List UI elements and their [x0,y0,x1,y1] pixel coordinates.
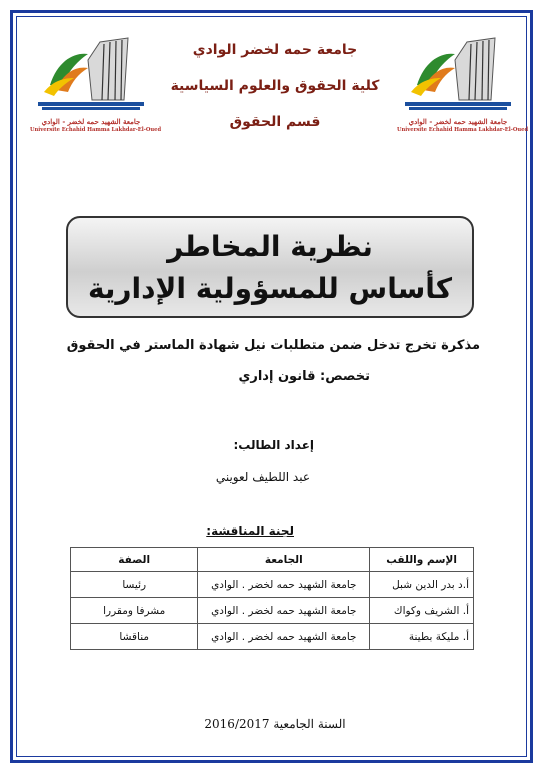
thesis-title-line1: نظرية المخاطر [167,230,373,263]
thesis-title-box [66,216,474,318]
prepared-by-label: إعداد الطالب: [233,438,314,452]
university-name: جامعة حمه لخضر الوادي [192,42,358,58]
faculty-name: كلية الحقوق والعلوم السياسية [170,78,380,94]
member-name: أ. الشريف وكواك [370,598,474,624]
table-row [71,572,474,598]
academic-year: السنة الجامعية 2016/2017 [204,717,346,731]
member-university: جامعة الشهيد حمه لخضر . الوادي [198,624,370,650]
logo-emblem-icon [30,30,152,118]
member-role: مناقشا [71,624,198,650]
logo-caption-english: Universite Echahid Hamma Lakhdar-El-Oued [30,127,162,133]
logo-caption-arabic: جامعة الشهيد حمه لخضر - الوادي [408,117,508,126]
member-role: رئيسا [71,572,198,598]
thesis-subtitle: مذكرة تخرج تدخل ضمن متطلبات نيل شهادة الماستر في الحقوق [66,338,480,353]
table-row [71,624,474,650]
column-header-role: الصفة [71,548,198,572]
member-name: أ. مليكة بطينة [370,624,474,650]
column-header-university: الجامعة [198,548,370,572]
university-logo-right [397,30,529,140]
university-logo-left [30,30,162,140]
member-university: جامعة الشهيد حمه لخضر . الوادي [198,598,370,624]
member-name: أ.د بدر الدين شبل [370,572,474,598]
logo-caption-english: Universite Echahid Hamma Lakhdar-El-Oued [397,127,529,133]
specialty: تخصص: قانون إداري [238,369,370,384]
committee-label: لجنة المناقشة: [206,524,294,538]
department-name: قسم الحقوق [229,114,321,130]
logo-caption-arabic: جامعة الشهيد حمه لخضر - الوادي [41,117,141,126]
table-header-row [71,548,474,572]
member-university: جامعة الشهيد حمه لخضر . الوادي [198,572,370,598]
column-header-name: الإسم واللقب [370,548,474,572]
table-row [71,598,474,624]
thesis-title-line2: كأساس للمسؤولية الإدارية [87,272,453,305]
member-role: مشرفا ومقررا [71,598,198,624]
logo-emblem-icon [397,30,519,118]
committee-table [70,547,474,650]
student-name: عبد اللطيف لعويني [215,470,310,484]
